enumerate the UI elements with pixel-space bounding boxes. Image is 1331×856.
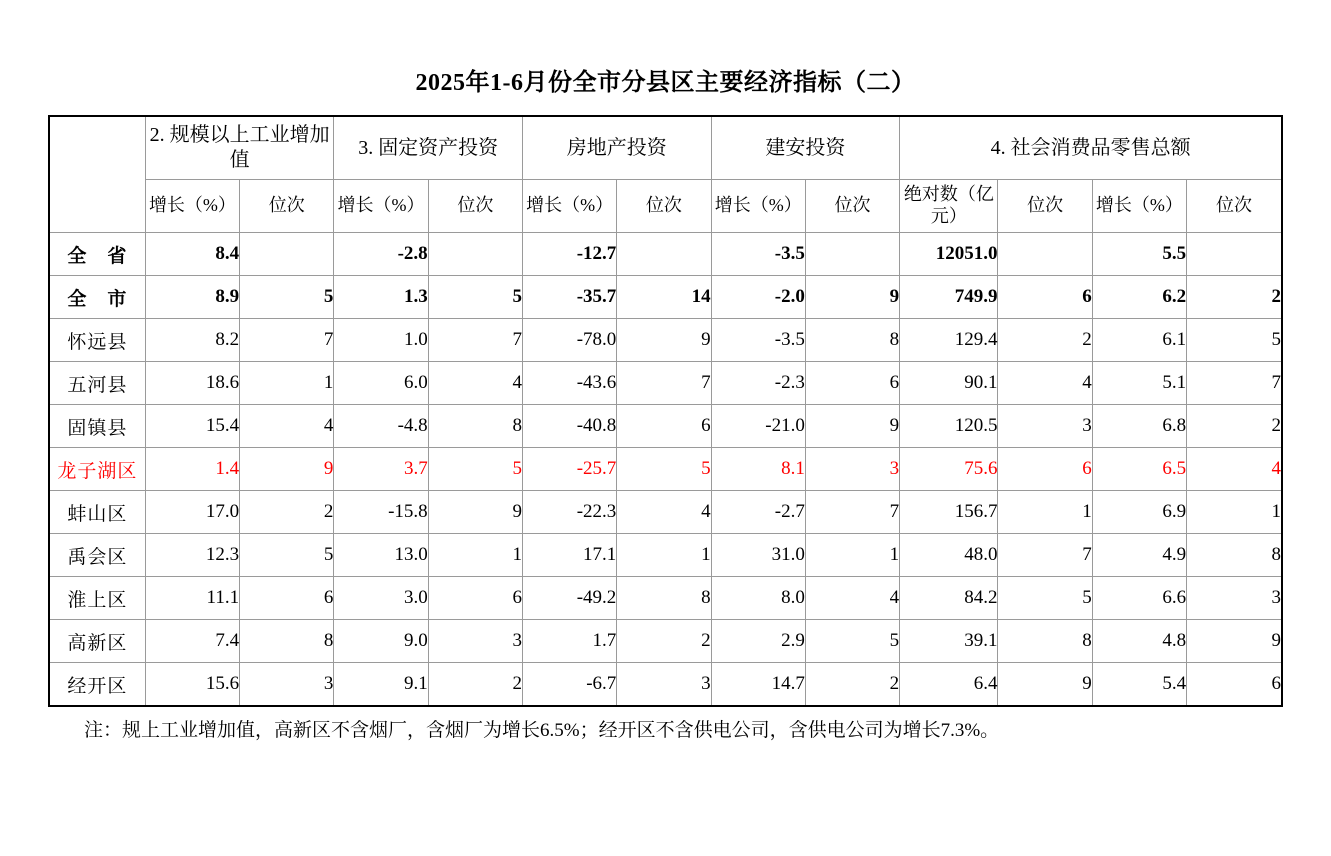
economic-indicators-table [48,115,1283,707]
row-region-label: 固镇县 [49,405,145,448]
cell-r6-c9: 1 [998,491,1092,534]
header-group-industry: 2. 规模以上工业增加值 [145,116,334,180]
header-sub-row [49,180,1282,233]
header-sub-1 [240,180,334,233]
cell-r0-c9 [998,233,1092,276]
header-sub-label: 位次 [645,195,682,216]
cell-r5-c4: -25.7 [522,448,616,491]
cell-r1-c5: 14 [617,276,711,319]
cell-r4-c8: 120.5 [900,405,998,448]
row-region-label: 五河县 [49,362,145,405]
table-row [49,276,1282,319]
table-row [49,448,1282,491]
cell-r8-c0: 11.1 [145,577,239,620]
cell-r10-c6: 14.7 [711,663,805,707]
cell-r9-c0: 7.4 [145,620,239,663]
cell-r0-c4: -12.7 [522,233,616,276]
cell-r9-c7: 5 [805,620,899,663]
cell-r5-c7: 3 [805,448,899,491]
row-region-label: 经开区 [49,663,145,707]
table-row [49,233,1282,276]
cell-r8-c7: 4 [805,577,899,620]
cell-r10-c0: 15.6 [145,663,239,707]
cell-r8-c11: 3 [1187,577,1282,620]
cell-r8-c10: 6.6 [1092,577,1186,620]
cell-r1-c2: 1.3 [334,276,428,319]
cell-r6-c2: -15.8 [334,491,428,534]
header-sub-label: 绝对数（亿元） [903,184,994,226]
header-region [49,116,145,233]
header-sub-label: 位次 [457,195,494,216]
header-group-fixed-assets: 3. 固定资产投资 [334,116,523,180]
header-sub-label: 增长（%） [1095,195,1183,216]
cell-r0-c1 [240,233,334,276]
cell-r8-c4: -49.2 [522,577,616,620]
cell-r3-c10: 5.1 [1092,362,1186,405]
cell-r10-c4: -6.7 [522,663,616,707]
cell-r1-c3: 5 [428,276,522,319]
table-row [49,620,1282,663]
cell-r2-c6: -3.5 [711,319,805,362]
header-sub-label: 位次 [834,195,871,216]
cell-r2-c8: 129.4 [900,319,998,362]
cell-r1-c0: 8.9 [145,276,239,319]
header-sub-3 [428,180,522,233]
cell-r1-c1: 5 [240,276,334,319]
cell-r7-c1: 5 [240,534,334,577]
cell-r3-c11: 7 [1187,362,1282,405]
header-group-real-estate: 房地产投资 [522,116,711,180]
cell-r6-c1: 2 [240,491,334,534]
header-sub-label: 增长（%） [526,195,614,216]
cell-r0-c0: 8.4 [145,233,239,276]
cell-r6-c4: -22.3 [522,491,616,534]
cell-r5-c8: 75.6 [900,448,998,491]
table-note: 注：规上工业增加值，高新区不含烟厂，含烟厂为增长6.5%；经开区不含供电公司，含供电公司为增长7.3%。 [84,720,1000,741]
cell-r8-c2: 3.0 [334,577,428,620]
cell-r7-c0: 12.3 [145,534,239,577]
header-sub-8 [900,180,998,233]
cell-r2-c5: 9 [617,319,711,362]
cell-r3-c8: 90.1 [900,362,998,405]
cell-r1-c4: -35.7 [522,276,616,319]
cell-r6-c3: 9 [428,491,522,534]
cell-r1-c11: 2 [1187,276,1282,319]
cell-r1-c9: 6 [998,276,1092,319]
header-sub-6 [711,180,805,233]
page-title: 2025年1-6月份全市分县区主要经济指标（二） [415,70,916,96]
table-row [49,534,1282,577]
cell-r8-c5: 8 [617,577,711,620]
table-row [49,362,1282,405]
cell-r4-c9: 3 [998,405,1092,448]
header-sub-7 [805,180,899,233]
cell-r4-c1: 4 [240,405,334,448]
cell-r2-c0: 8.2 [145,319,239,362]
header-sub-10 [1092,180,1186,233]
cell-r10-c7: 2 [805,663,899,707]
cell-r5-c10: 6.5 [1092,448,1186,491]
cell-r5-c9: 6 [998,448,1092,491]
header-sub-label: 位次 [1027,195,1064,216]
cell-r10-c5: 3 [617,663,711,707]
cell-r8-c8: 84.2 [900,577,998,620]
row-region-label: 高新区 [49,620,145,663]
cell-r8-c6: 8.0 [711,577,805,620]
cell-r9-c8: 39.1 [900,620,998,663]
table-row [49,491,1282,534]
cell-r6-c0: 17.0 [145,491,239,534]
header-sub-2 [334,180,428,233]
cell-r1-c6: -2.0 [711,276,805,319]
header-group-row [49,116,1282,180]
cell-r7-c9: 7 [998,534,1092,577]
table-head [49,116,1282,233]
cell-r10-c9: 9 [998,663,1092,707]
cell-r0-c8: 12051.0 [900,233,998,276]
cell-r6-c8: 156.7 [900,491,998,534]
cell-r6-c5: 4 [617,491,711,534]
cell-r7-c6: 31.0 [711,534,805,577]
row-region-label: 龙子湖区 [49,448,145,491]
cell-r9-c5: 2 [617,620,711,663]
table-row [49,405,1282,448]
table-row [49,663,1282,707]
cell-r2-c9: 2 [998,319,1092,362]
cell-r7-c10: 4.9 [1092,534,1186,577]
cell-r10-c2: 9.1 [334,663,428,707]
cell-r6-c6: -2.7 [711,491,805,534]
table-container [48,115,1283,707]
header-sub-4 [522,180,616,233]
row-region-label: 禹会区 [49,534,145,577]
cell-r8-c1: 6 [240,577,334,620]
header-group-retail: 4. 社会消费品零售总额 [900,116,1282,180]
row-region-label: 全 省 [49,233,145,276]
cell-r2-c10: 6.1 [1092,319,1186,362]
cell-r0-c10: 5.5 [1092,233,1186,276]
header-sub-label: 位次 [268,195,305,216]
cell-r3-c1: 1 [240,362,334,405]
table-row [49,319,1282,362]
cell-r4-c3: 8 [428,405,522,448]
cell-r8-c9: 5 [998,577,1092,620]
cell-r7-c3: 1 [428,534,522,577]
cell-r3-c9: 4 [998,362,1092,405]
cell-r0-c7 [805,233,899,276]
cell-r4-c4: -40.8 [522,405,616,448]
header-sub-label: 增长（%） [714,195,802,216]
cell-r7-c5: 1 [617,534,711,577]
header-group-construction: 建安投资 [711,116,900,180]
cell-r4-c11: 2 [1187,405,1282,448]
cell-r0-c5 [617,233,711,276]
cell-r4-c0: 15.4 [145,405,239,448]
cell-r3-c0: 18.6 [145,362,239,405]
cell-r5-c0: 1.4 [145,448,239,491]
header-sub-0 [145,180,239,233]
cell-r3-c5: 7 [617,362,711,405]
cell-r2-c3: 7 [428,319,522,362]
cell-r7-c7: 1 [805,534,899,577]
cell-r9-c10: 4.8 [1092,620,1186,663]
cell-r10-c10: 5.4 [1092,663,1186,707]
cell-r6-c7: 7 [805,491,899,534]
cell-r6-c11: 1 [1187,491,1282,534]
cell-r4-c5: 6 [617,405,711,448]
cell-r9-c6: 2.9 [711,620,805,663]
cell-r7-c2: 13.0 [334,534,428,577]
row-region-label: 全 市 [49,276,145,319]
cell-r3-c6: -2.3 [711,362,805,405]
header-sub-label: 增长（%） [337,195,425,216]
cell-r2-c1: 7 [240,319,334,362]
cell-r2-c2: 1.0 [334,319,428,362]
cell-r4-c7: 9 [805,405,899,448]
cell-r7-c8: 48.0 [900,534,998,577]
cell-r9-c1: 8 [240,620,334,663]
cell-r10-c11: 6 [1187,663,1282,707]
cell-r9-c4: 1.7 [522,620,616,663]
row-region-label: 蚌山区 [49,491,145,534]
cell-r0-c3 [428,233,522,276]
cell-r7-c4: 17.1 [522,534,616,577]
cell-r9-c3: 3 [428,620,522,663]
cell-r7-c11: 8 [1187,534,1282,577]
row-region-label: 淮上区 [49,577,145,620]
cell-r1-c8: 749.9 [900,276,998,319]
cell-r0-c2: -2.8 [334,233,428,276]
cell-r2-c4: -78.0 [522,319,616,362]
cell-r1-c7: 9 [805,276,899,319]
cell-r9-c11: 9 [1187,620,1282,663]
header-sub-11 [1187,180,1282,233]
header-sub-label: 位次 [1216,195,1253,216]
cell-r9-c9: 8 [998,620,1092,663]
cell-r2-c11: 5 [1187,319,1282,362]
cell-r0-c6: -3.5 [711,233,805,276]
cell-r3-c2: 6.0 [334,362,428,405]
cell-r10-c8: 6.4 [900,663,998,707]
cell-r4-c2: -4.8 [334,405,428,448]
cell-r5-c6: 8.1 [711,448,805,491]
header-sub-label: 增长（%） [148,195,236,216]
header-sub-9 [998,180,1092,233]
cell-r4-c10: 6.8 [1092,405,1186,448]
cell-r5-c11: 4 [1187,448,1282,491]
cell-r9-c2: 9.0 [334,620,428,663]
cell-r5-c3: 5 [428,448,522,491]
table-row [49,577,1282,620]
cell-r3-c3: 4 [428,362,522,405]
cell-r4-c6: -21.0 [711,405,805,448]
cell-r8-c3: 6 [428,577,522,620]
cell-r10-c3: 2 [428,663,522,707]
cell-r3-c4: -43.6 [522,362,616,405]
cell-r5-c2: 3.7 [334,448,428,491]
cell-r5-c1: 9 [240,448,334,491]
document-page [0,62,1331,856]
cell-r1-c10: 6.2 [1092,276,1186,319]
cell-r0-c11 [1187,233,1282,276]
header-sub-5 [617,180,711,233]
cell-r10-c1: 3 [240,663,334,707]
cell-r2-c7: 8 [805,319,899,362]
row-region-label: 怀远县 [49,319,145,362]
cell-r5-c5: 5 [617,448,711,491]
cell-r3-c7: 6 [805,362,899,405]
table-body [49,233,1282,707]
cell-r6-c10: 6.9 [1092,491,1186,534]
